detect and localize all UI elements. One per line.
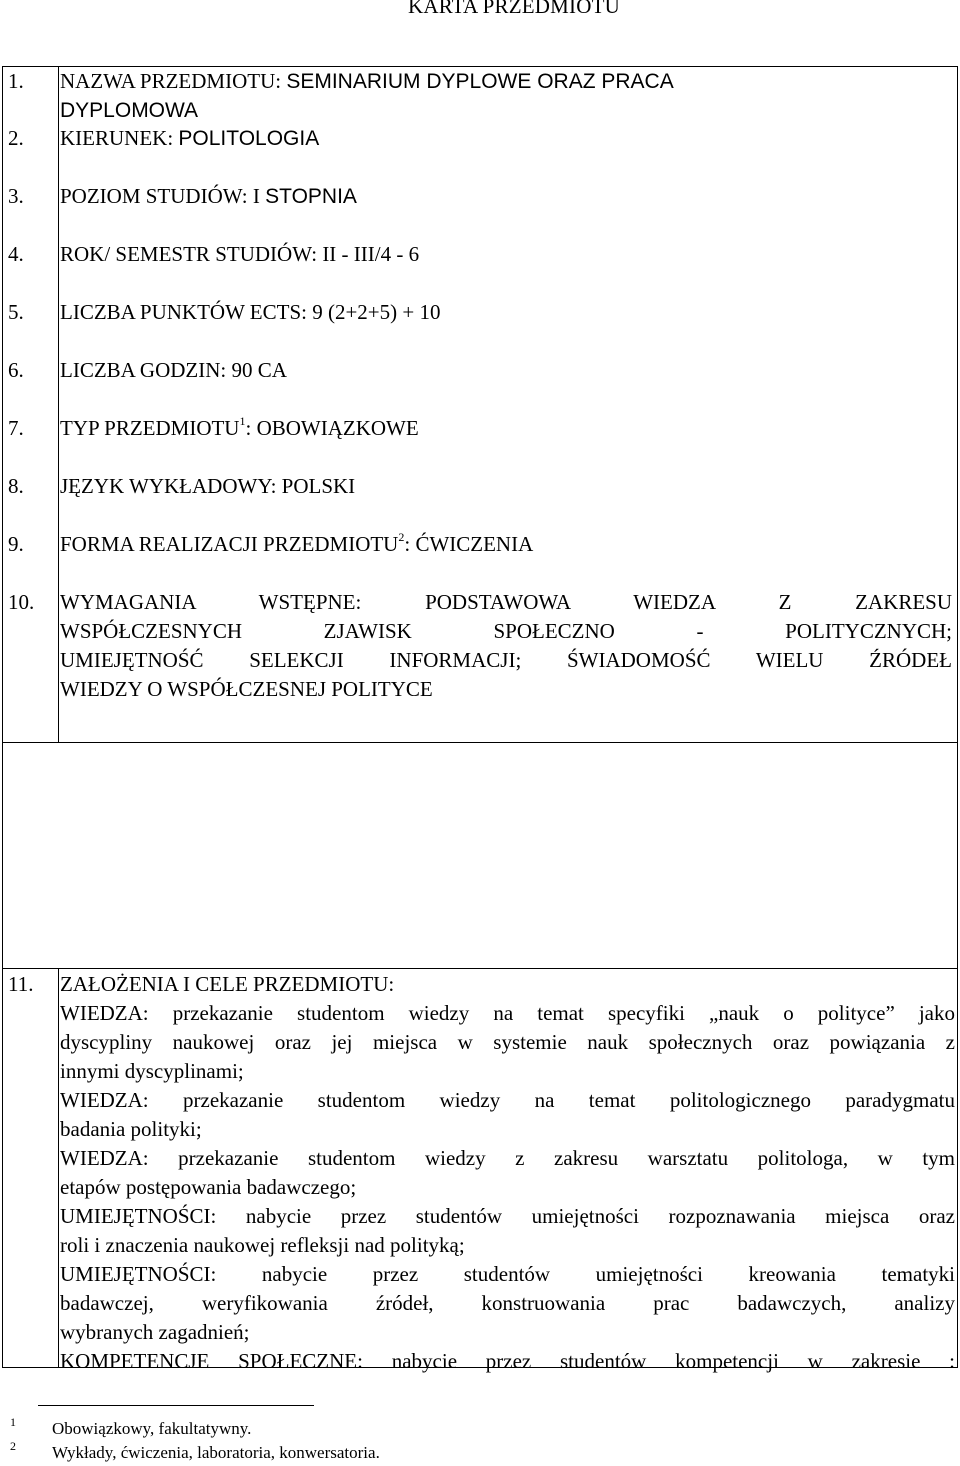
footnote-text: Wykłady, ćwiczenia, laboratoria, konwersatoria. xyxy=(52,1443,380,1462)
item-objectives xyxy=(60,970,955,1376)
footnote-ref: 1 xyxy=(239,414,246,428)
item-language: JĘZYK WYKŁADOWY: POLSKI xyxy=(60,474,356,498)
item-value: POLITOLOGIA xyxy=(178,127,320,150)
footnote-number: 2 xyxy=(10,1439,16,1453)
table-border-section11-start xyxy=(2,968,958,969)
item-form xyxy=(60,530,958,559)
text-line: wybranych zagadnień; xyxy=(60,1320,250,1344)
item-label: POZIOM STUDIÓW: I xyxy=(60,184,266,208)
item-number: 11. xyxy=(8,972,34,996)
item-value: SEMINARIUM DYPLOWE ORAZ PRACA xyxy=(286,70,674,93)
text-line: dyscypliny naukowej oraz jej miejsca w systemie nauk społecznych oraz powiązania z xyxy=(60,1030,955,1054)
text-line: badania polityki; xyxy=(60,1117,202,1141)
item-label: NAZWA PRZEDMIOTU: xyxy=(60,69,287,93)
item-number: 1. xyxy=(8,69,24,93)
text-line: WIEDZA: przekazanie studentom wiedzy na temat specyfiki „nauk o polityce” jako xyxy=(60,1001,955,1025)
text-line: ZAŁOŻENIA I CELE PRZEDMIOTU: xyxy=(60,972,395,996)
course-card-table xyxy=(2,66,958,1373)
item-year-semester: ROK/ SEMESTR STUDIÓW: II - III/4 - 6 xyxy=(60,242,420,266)
item-number: 10. xyxy=(8,590,35,614)
text-line: WSPÓŁCZESNYCH ZJAWISK SPOŁECZNO - POLITYCZNYCH; xyxy=(60,619,952,643)
text-line: WIEDZA: przekazanie studentom wiedzy z zakresu warsztatu politologa, w tym xyxy=(60,1146,955,1170)
table-border-left xyxy=(2,66,3,1368)
item-label: TYP PRZEDMIOTU xyxy=(60,416,240,440)
text-line: WIEDZY O WSPÓŁCZESNEJ POLITYCE xyxy=(60,677,433,701)
text-line: etapów postępowania badawczego; xyxy=(60,1175,357,1199)
item-number: 5. xyxy=(8,300,24,324)
item-number: 3. xyxy=(8,184,24,208)
item-value-cont: DYPLOMOWA xyxy=(60,99,199,122)
item-number: 8. xyxy=(8,474,24,498)
text-line: innymi dyscyplinami; xyxy=(60,1059,244,1083)
item-value: : ĆWICZENIA xyxy=(404,532,534,556)
item-course-name xyxy=(60,67,808,125)
item-label: KIERUNEK: xyxy=(60,126,179,150)
text-line: UMIEJĘTNOŚĆ SELEKCJI INFORMACJI; ŚWIADOMOŚĆ WIELU ŹRÓDEŁ xyxy=(60,648,952,672)
text-line: roli i znaczenia naukowej refleksji nad polityką; xyxy=(60,1233,465,1257)
item-value: : OBOWIĄZKOWE xyxy=(245,416,419,440)
item-number: 6. xyxy=(8,358,24,382)
footnote-number: 1 xyxy=(10,1415,16,1429)
item-number: 2. xyxy=(8,126,24,150)
text-line: UMIEJĘTNOŚCI: nabycie przez studentów umiejętności rozpoznawania miejsca oraz xyxy=(60,1204,955,1228)
footnote-text: Obowiązkowy, fakultatywny. xyxy=(52,1419,252,1438)
item-number: 4. xyxy=(8,242,24,266)
item-prerequisites xyxy=(60,588,952,704)
footnote-separator xyxy=(38,1405,314,1406)
page-title: KARTA PRZEDMIOTU xyxy=(407,0,620,18)
item-number: 9. xyxy=(8,532,24,556)
text-line: WIEDZA: przekazanie studentom wiedzy na temat politologicznego paradygmatu xyxy=(60,1088,955,1112)
item-label: FORMA REALIZACJI PRZEDMIOTU xyxy=(60,532,399,556)
footnote-ref: 2 xyxy=(398,530,405,544)
item-field-of-study xyxy=(60,124,958,153)
item-course-type xyxy=(60,414,958,443)
text-line: WYMAGANIA WSTĘPNE: PODSTAWOWA WIEDZA Z ZAKRESU xyxy=(60,590,952,614)
table-border-section10-end xyxy=(2,742,958,743)
table-column-divider-top xyxy=(58,66,59,743)
item-value: STOPNIA xyxy=(265,185,357,208)
text-line: badawczej, weryfikowania źródeł, konstruowania prac badawczych, analizy xyxy=(60,1291,955,1315)
table-column-divider-bottom xyxy=(58,968,59,1368)
item-ects: LICZBA PUNKTÓW ECTS: 9 (2+2+5) + 10 xyxy=(60,300,441,324)
item-number: 7. xyxy=(8,416,24,440)
item-hours: LICZBA GODZIN: 90 CA xyxy=(60,358,287,382)
text-line: UMIEJĘTNOŚCI: nabycie przez studentów umiejętności kreowania tematyki xyxy=(60,1262,955,1286)
item-study-level xyxy=(60,182,958,211)
text-line: KOMPETENCJE SPOŁECZNE: nabycie przez studentów kompetencji w zakresie : xyxy=(60,1349,955,1373)
